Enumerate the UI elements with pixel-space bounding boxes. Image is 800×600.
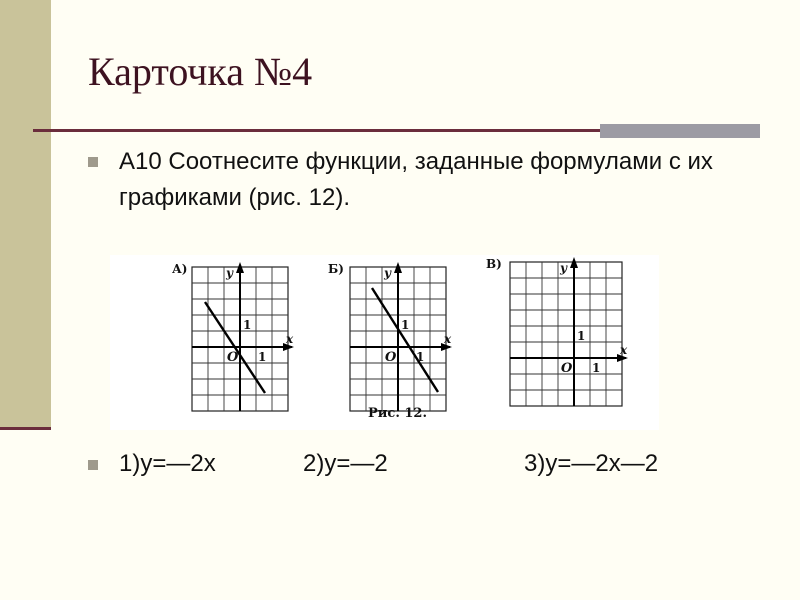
y-axis-label: y — [384, 266, 391, 280]
figure-graphs-svg — [110, 255, 659, 430]
y-axis-label: y — [226, 266, 233, 280]
y-tick-label: 1 — [577, 329, 586, 343]
task-text: А10 Соотнесите функции, заданные формулами с их графиками (рис. 12). — [119, 148, 713, 211]
options-bullet — [88, 460, 98, 470]
slide-title: Карточка №4 — [88, 49, 313, 94]
x-axis-label: x — [444, 332, 452, 346]
side-accent — [0, 427, 51, 430]
x-tick-label: 1 — [416, 350, 425, 364]
panel-letter: А) — [172, 262, 188, 276]
option-1: 1)y=—2x — [119, 450, 216, 477]
y-tick-label: 1 — [243, 318, 252, 332]
title-rule-accent — [600, 124, 760, 138]
option-3: 3)y=—2x—2 — [524, 450, 659, 477]
y-axis-label: y — [560, 261, 567, 275]
origin-label: O — [385, 350, 397, 365]
y-tick-label: 1 — [401, 318, 410, 332]
x-axis-label: x — [620, 343, 628, 357]
origin-label: O — [561, 361, 573, 376]
x-tick-label: 1 — [592, 361, 601, 375]
figure-caption: Рис. 12. — [368, 406, 428, 421]
option-2: 2)y=—2 — [303, 450, 388, 477]
side-bar — [0, 0, 51, 427]
origin-label: O — [227, 350, 239, 365]
panel-letter: В) — [486, 257, 502, 271]
task-bullet — [88, 157, 98, 167]
grid-border — [510, 262, 622, 406]
x-tick-label: 1 — [258, 350, 267, 364]
panel-letter: Б) — [328, 262, 344, 276]
figure-graphs — [110, 255, 659, 430]
x-axis-label: x — [286, 332, 294, 346]
